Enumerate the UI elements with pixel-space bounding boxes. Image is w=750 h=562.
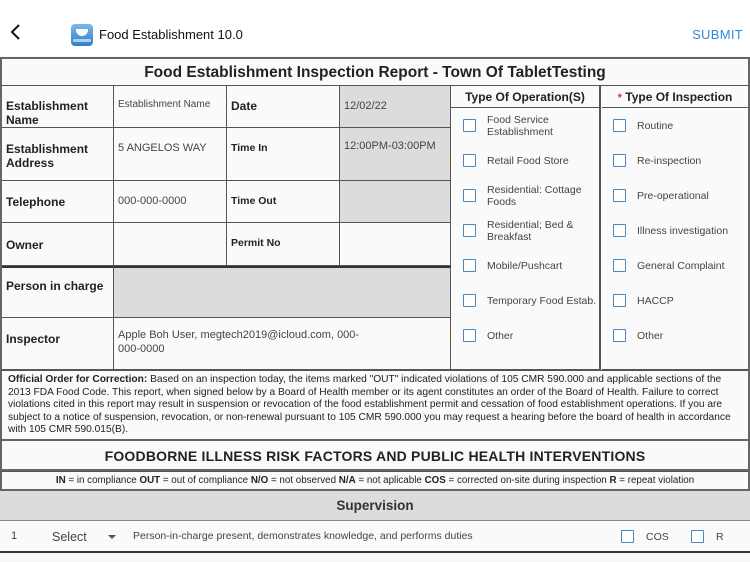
establishment-name-value: Establishment Name: [118, 99, 211, 110]
establishment-name-label-cell: [2, 86, 114, 128]
time-out-label-cell: [227, 181, 340, 223]
legend-desc: = in compliance: [65, 475, 140, 486]
time-in-label: Time In: [231, 142, 268, 154]
time-in-label-cell: [227, 128, 340, 181]
telephone-field[interactable]: [114, 181, 227, 223]
legend-code: IN: [55, 475, 66, 486]
checkbox[interactable]: [613, 224, 626, 237]
cos-checkbox[interactable]: [621, 530, 634, 543]
time-in-value: 12:00PM-03:00PM: [344, 140, 436, 152]
establishment-name-field[interactable]: [114, 86, 227, 128]
checkbox[interactable]: [613, 154, 626, 167]
navigation-bar: [0, 0, 750, 56]
owner-field[interactable]: [114, 223, 227, 266]
operation-option-food-service-establishment[interactable]: [451, 108, 582, 143]
telephone-label: Telephone: [6, 195, 66, 209]
inspector-label-cell: [2, 318, 114, 370]
permit-no-label: Permit No: [231, 237, 281, 249]
type-of-inspection-panel: [602, 86, 748, 370]
checkbox[interactable]: [613, 259, 626, 272]
legend-desc: = out of compliance: [160, 475, 251, 486]
inspector-field[interactable]: [114, 318, 451, 370]
person-in-charge-field[interactable]: [114, 266, 451, 318]
operation-option-label: Temporary Food Estab.: [487, 294, 597, 307]
date-value: 12/02/22: [344, 100, 387, 112]
checkbox[interactable]: [463, 119, 476, 132]
checkbox[interactable]: [463, 329, 476, 342]
person-in-charge-label: Person in charge: [6, 279, 104, 293]
operation-option-other[interactable]: [451, 318, 513, 353]
establishment-name-label: Establishment Name: [6, 99, 89, 127]
inspection-option-haccp[interactable]: [602, 283, 674, 318]
checkbox[interactable]: [463, 189, 476, 202]
inspection-option-label: Other: [637, 329, 664, 342]
repeat-checkbox[interactable]: [691, 530, 704, 543]
time-out-field[interactable]: [340, 181, 451, 223]
type-of-operation-panel: [451, 86, 601, 370]
type-of-inspection-title: Type Of Inspection: [625, 90, 733, 104]
time-in-field[interactable]: [340, 128, 451, 181]
telephone-value: 000-000-0000: [118, 195, 187, 207]
legend-desc: = corrected on-site during inspection: [445, 475, 610, 486]
owner-label: Owner: [6, 238, 44, 252]
checkbox[interactable]: [613, 119, 626, 132]
inspection-option-label: Re-inspection: [637, 154, 702, 167]
app-title: Food Establishment 10.0: [99, 27, 243, 42]
legend-code: N/O: [250, 475, 269, 486]
legend-code: R: [609, 475, 617, 486]
inspection-option-routine[interactable]: [602, 108, 673, 143]
inspection-option-label: HACCP: [637, 294, 674, 307]
establishment-address-value: 5 ANGELOS WAY: [118, 142, 207, 154]
establishment-address-label-cell: [2, 128, 114, 181]
required-marker: *: [617, 92, 622, 104]
legend-code: N/A: [338, 475, 356, 486]
dropdown-caret-icon: [108, 535, 116, 539]
operation-option-label: Food Service Establishment: [487, 113, 553, 138]
chevron-left-icon: [8, 22, 22, 42]
report-title: Food Establishment Inspection Report - Town Of TabletTesting: [0, 57, 750, 86]
legend-desc: = repeat violation: [616, 475, 695, 486]
legend-desc: = not observed: [268, 475, 339, 486]
checkbox[interactable]: [463, 224, 476, 237]
compliance-legend: [0, 471, 750, 491]
food-establishment-app-icon: [71, 24, 93, 46]
operation-option-label: Other: [487, 329, 514, 342]
item-number: 1: [11, 530, 18, 542]
owner-value: [114, 223, 226, 229]
date-label-cell: [227, 86, 340, 128]
checkbox[interactable]: [463, 294, 476, 307]
establishment-info-section: [0, 86, 750, 370]
inspection-option-re-inspection[interactable]: [602, 143, 701, 178]
order-heading: Official Order for Correction:: [8, 374, 148, 385]
operation-option-label: Retail Food Store: [487, 154, 569, 167]
section-header-supervision: Supervision: [0, 491, 750, 521]
date-label: Date: [231, 99, 258, 113]
permit-no-label-cell: [227, 223, 340, 266]
inspection-option-label: Routine: [637, 119, 674, 132]
operation-option-residential-cottage-foods[interactable]: [451, 178, 592, 213]
establishment-address-label: Establishment Address: [6, 142, 89, 170]
inspection-option-other[interactable]: [602, 318, 663, 353]
operation-option-temporary-food-estab[interactable]: [451, 283, 596, 318]
permit-no-field[interactable]: [340, 223, 451, 266]
inspection-option-label: Pre-operational: [637, 189, 709, 202]
legend-code: OUT: [139, 475, 161, 486]
owner-label-cell: [2, 223, 114, 266]
repeat-checkbox-group[interactable]: [691, 530, 724, 543]
person-in-charge-value: [114, 268, 450, 274]
type-of-inspection-header: [602, 86, 748, 108]
time-out-value: [340, 181, 450, 187]
legend-code: COS: [424, 475, 446, 486]
operation-option-label: Residential: Cottage Foods: [487, 183, 582, 208]
operation-option-retail-food-store[interactable]: [451, 143, 569, 178]
type-of-operation-header: Type Of Operation(S): [451, 86, 599, 108]
risk-factors-title: FOODBORNE ILLNESS RISK FACTORS AND PUBLIC HEALTH INTERVENTIONS: [0, 441, 750, 471]
repeat-label: R: [716, 530, 724, 543]
telephone-label-cell: [2, 181, 114, 223]
select-value: Select: [52, 530, 87, 544]
item-description: Person-in-charge present, demonstrates knowledge, and performs duties: [133, 530, 473, 542]
person-in-charge-label-cell: [2, 266, 114, 318]
back-button[interactable]: [8, 22, 28, 48]
inspection-option-general-complaint[interactable]: [602, 248, 725, 283]
inspection-option-pre-operational[interactable]: [602, 178, 709, 213]
cos-checkbox-group[interactable]: [621, 530, 669, 543]
inspector-label: Inspector: [6, 332, 61, 346]
compliance-status-select[interactable]: [52, 527, 122, 547]
order-text: Based on an inspection today, the items marked "OUT" indicated violations of 105 CMR 590.000 and applicable sections of the 2013 FDA Food Code. This report, when signed below by a Board of Health member or its agent constitutes an order of the Board of Health. Failure to correct violations cited in this report may result in suspension or revocation of the food establishment permit and cessation of food establishment operations. If you are subject to a notice of suspension, revocation, or non-renewal pursuant to 105 CMR 590.000 you may request a hearing before the board of health in accordance with 105 CMR 590.015(B).: [8, 374, 731, 436]
inspection-option-label: Illness investigation: [637, 224, 729, 237]
submit-button[interactable]: SUBMIT: [692, 27, 743, 42]
inspection-report-form: [0, 57, 750, 553]
official-order-for-correction: [0, 370, 750, 441]
operation-option-label: Mobile/Pushcart: [487, 259, 563, 272]
operation-option-label: Residential; Bed & Breakfast: [487, 218, 574, 243]
inspection-option-illness-investigation[interactable]: [602, 213, 728, 248]
checkbox[interactable]: [613, 189, 626, 202]
operation-option-mobile-pushcart[interactable]: [451, 248, 562, 283]
permit-no-value: [340, 223, 450, 229]
date-field[interactable]: [340, 86, 451, 128]
checkbox[interactable]: [613, 329, 626, 342]
time-out-label: Time Out: [231, 195, 277, 207]
establishment-address-field[interactable]: [114, 128, 227, 181]
checkbox[interactable]: [613, 294, 626, 307]
cos-label: COS: [646, 530, 669, 543]
checkbox[interactable]: [463, 154, 476, 167]
inspection-option-label: General Complaint: [637, 259, 725, 272]
legend-desc: = not aplicable: [355, 475, 425, 486]
operation-option-residential-bed-breakfast[interactable]: [451, 213, 582, 248]
inspector-value: Apple Boh User, megtech2019@icloud.com, 000-000-0000: [118, 329, 360, 355]
checklist-item-row: [0, 521, 750, 553]
checkbox[interactable]: [463, 259, 476, 272]
